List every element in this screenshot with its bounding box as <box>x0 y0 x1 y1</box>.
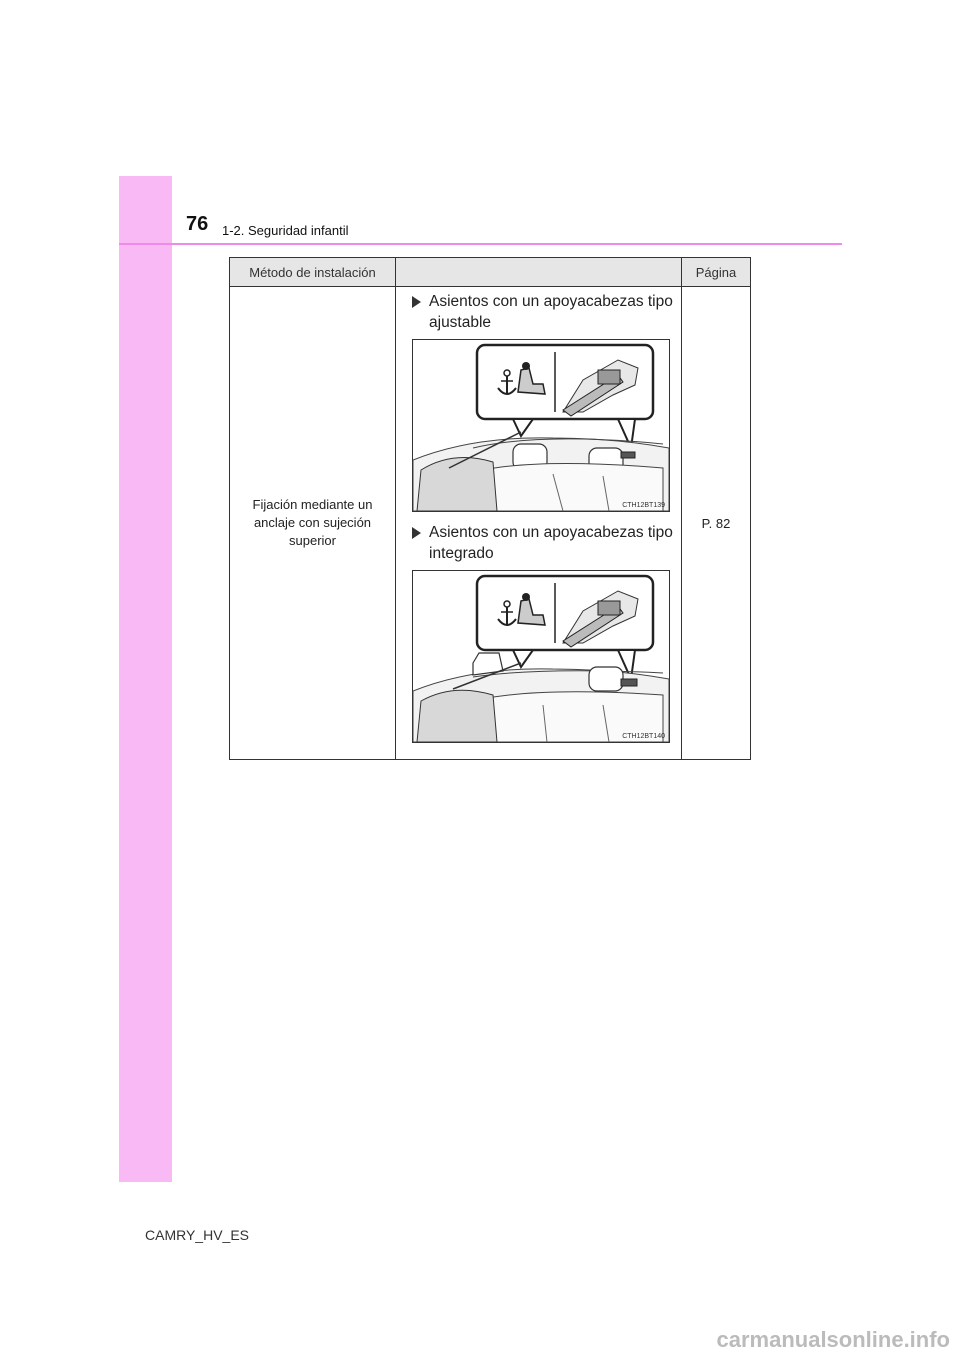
section-title: 1-2. Seguridad infantil <box>222 223 349 238</box>
page-number: 76 <box>186 213 209 235</box>
table-header-row <box>230 258 751 287</box>
table-row <box>230 287 751 760</box>
column-header-method: Método de instalación <box>230 258 396 287</box>
side-color-band <box>119 176 172 1182</box>
option-item <box>412 291 673 333</box>
seat-illustration <box>413 571 669 742</box>
illustration-integrated-headrest <box>412 570 670 743</box>
bullet-triangle-icon <box>412 296 421 308</box>
figure-code: CTH12BT139 <box>622 502 665 509</box>
column-header-page: Página <box>682 258 751 287</box>
watermark: carmanualsonline.info <box>716 1327 950 1352</box>
figure-code: CTH12BT140 <box>622 733 665 740</box>
method-cell <box>230 287 396 760</box>
option-item <box>412 522 673 564</box>
method-text: Fijación mediante un anclaje con sujeción superior <box>252 497 373 548</box>
content-cell <box>396 287 682 760</box>
column-header-content <box>396 258 682 287</box>
option-label: Asientos con un apoyacabezas tipo integrado <box>429 524 673 562</box>
page-cell <box>682 287 751 760</box>
installation-table <box>229 257 751 760</box>
seat-illustration <box>413 340 669 511</box>
illustration-adjustable-headrest <box>412 339 670 512</box>
header-rule <box>119 243 842 245</box>
option-label: Asientos con un apoyacabezas tipo ajustable <box>429 293 673 331</box>
page-reference: P. 82 <box>701 515 731 531</box>
document-code: CAMRY_HV_ES <box>145 1227 250 1243</box>
bullet-triangle-icon <box>412 527 421 539</box>
